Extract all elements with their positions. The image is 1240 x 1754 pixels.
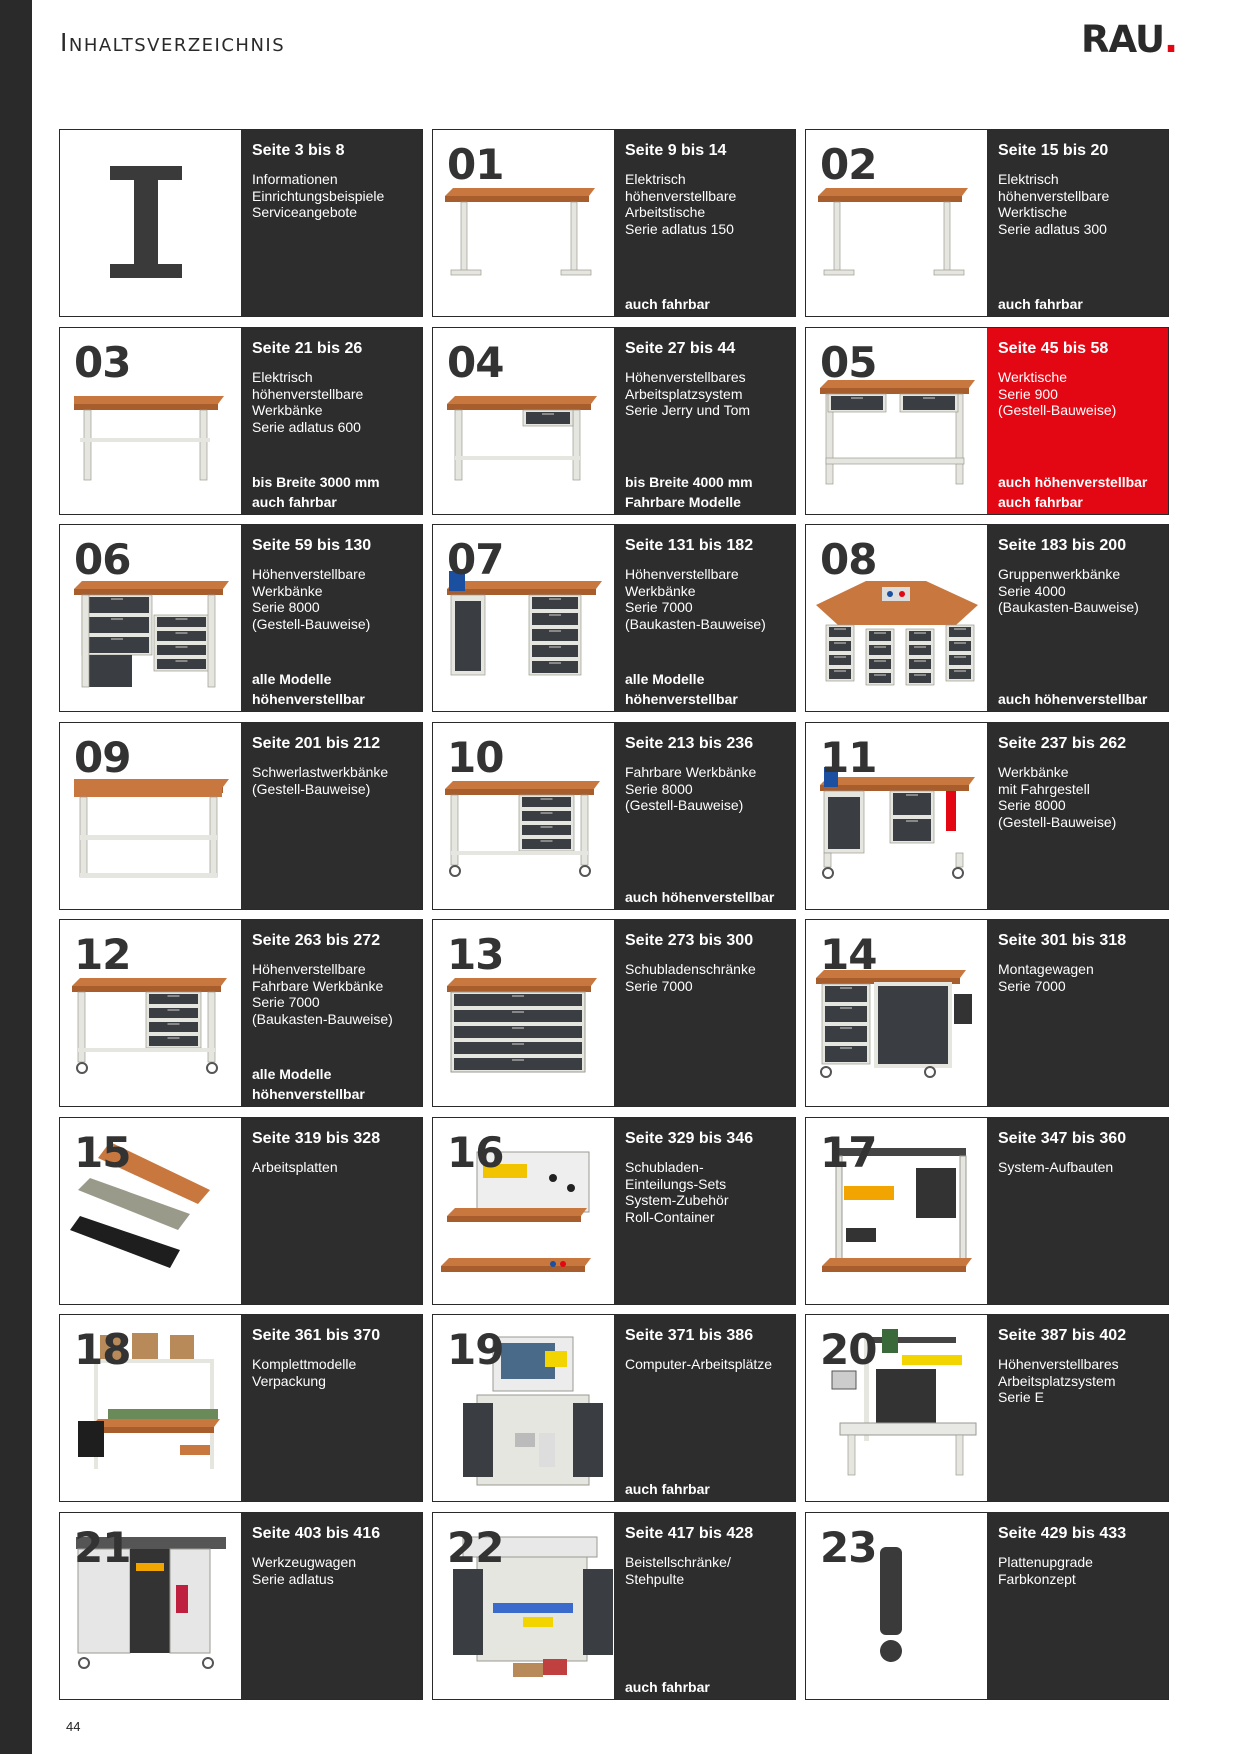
footnote-line: auch fahrbar [998,494,1083,510]
card-description [252,961,393,1027]
description-line: Werkbänke [625,582,696,599]
description-line: System-Aufbauten [998,1159,1114,1175]
card-image [433,1315,614,1501]
chapter-number: 11 [820,733,877,782]
card-image [806,130,987,316]
card-image [806,525,987,711]
description-line: Serie adlatus 300 [998,220,1107,237]
catalog-card-16[interactable] [432,1117,796,1305]
page-range: Seite 237 bis 262 [998,735,1127,752]
card-description [998,1554,1093,1587]
card-description [252,1356,356,1389]
chapter-number: 15 [74,1128,131,1177]
description-line: (Gestell-Bauweise) [625,797,744,813]
chapter-number: 20 [820,1325,877,1374]
card-image [433,328,614,514]
chapter-number: 18 [74,1325,131,1374]
page-range: Seite 183 bis 200 [998,537,1127,554]
card-description [625,1356,772,1373]
card-text-panel [987,1315,1168,1501]
description-line: Plattenupgrade [998,1554,1093,1570]
catalog-card-01[interactable] [432,129,796,317]
chapter-number: 07 [447,535,504,584]
description-line: Werktische [998,204,1067,220]
chapter-number: 10 [447,733,504,782]
card-text-panel [614,1315,795,1501]
sidebar-strip [0,0,32,1754]
chapter-number: 16 [447,1128,504,1177]
description-line: (Baukasten-Bauweise) [625,615,766,632]
description-line: Werkzeugwagen [252,1554,357,1570]
card-footnote [625,669,738,709]
card-text-panel [987,1118,1168,1304]
description-line: Schubladen- [625,1159,704,1175]
catalog-card-23[interactable] [805,1512,1169,1700]
page-range: Seite 301 bis 318 [998,932,1127,949]
description-line: Schwerlastwerkbänke [252,764,389,780]
card-image [806,723,987,909]
card-description [998,1356,1119,1406]
description-line: Arbeitsplatzsystem [998,1372,1116,1389]
page-range: Seite 361 bis 370 [252,1327,381,1344]
description-line: (Gestell-Bauweise) [252,780,371,797]
catalog-card-02[interactable] [805,129,1169,317]
description-line: Computer-Arbeitsplätze [625,1356,773,1372]
chapter-number: 23 [820,1523,877,1572]
card-image [60,1315,241,1501]
description-line: Serie 7000 [625,599,693,615]
chapter-number: 02 [820,140,877,189]
description-line: Arbeitstische [625,204,706,220]
footnote-line: alle Modelle [252,1066,332,1082]
logo-text: RAU [1081,18,1165,61]
catalog-card-20[interactable] [805,1314,1169,1502]
card-text-panel [987,1513,1168,1699]
footnote-line: Fahrbare Modelle [625,494,741,510]
card-footnote [625,294,710,314]
description-line: Serie 7000 [252,994,320,1010]
card-text-panel [614,328,795,514]
description-line: Elektrisch [625,171,686,187]
catalog-card-04[interactable] [432,327,796,515]
card-text-panel [614,1513,795,1699]
chapter-number: 06 [74,535,131,584]
catalog-card-08[interactable] [805,524,1169,712]
chapter-number: 05 [820,338,877,387]
card-text-panel [241,130,422,316]
card-text-panel [241,525,422,711]
card-description [625,961,756,994]
description-line: Farbkonzept [998,1570,1076,1587]
description-line: Fahrbare Werkbänke [625,764,757,780]
description-line: (Gestell-Bauweise) [998,813,1117,830]
footnote-line: auch fahrbar [998,296,1083,312]
catalog-card-17[interactable] [805,1117,1169,1305]
description-line: Höhenverstellbare [252,961,366,977]
page-range: Seite 371 bis 386 [625,1327,754,1344]
card-text-panel [614,920,795,1106]
card-footnote [625,1479,710,1499]
chapter-number: 08 [820,535,877,584]
card-image [806,1513,987,1699]
description-line: Informationen [252,171,338,187]
card-description [625,171,736,237]
card-image [60,525,241,711]
page-range: Seite 59 bis 130 [252,537,372,554]
description-line: Stehpulte [625,1570,685,1587]
description-line: Werkbänke [252,402,323,418]
footnote-line: höhenverstellbar [625,691,738,707]
footnote-line: höhenverstellbar [252,691,365,707]
description-line: Serie 8000 [252,599,320,615]
chapter-number: 01 [447,140,504,189]
description-line: Arbeitsplatzsystem [625,385,743,402]
card-footnote [998,689,1147,709]
page-range: Seite 15 bis 20 [998,142,1109,159]
description-line: Serie 8000 [998,797,1066,813]
description-line: höhenverstellbare [252,385,364,402]
page-range: Seite 201 bis 212 [252,735,381,752]
card-text-panel [614,130,795,316]
card-description [625,764,756,814]
page-range: Seite 21 bis 26 [252,340,363,357]
description-line: Höhenverstellbares [998,1356,1119,1372]
description-line: Werkbänke [998,764,1069,780]
card-image [60,1118,241,1304]
description-line: Komplettmodelle [252,1356,357,1372]
footnote-line: auch höhenverstellbar [998,691,1148,707]
page-range: Seite 213 bis 236 [625,735,754,752]
card-footnote [252,1064,365,1104]
card-footnote [252,669,365,709]
page-range: Seite 403 bis 416 [252,1525,381,1542]
description-line: (Baukasten-Bauweise) [252,1010,393,1027]
catalog-card-14[interactable] [805,919,1169,1107]
catalog-card-19[interactable] [432,1314,796,1502]
card-text-panel [987,525,1168,711]
chapter-number: 03 [74,338,131,387]
card-image [60,130,241,316]
description-line: Fahrbare Werkbänke [252,977,384,994]
catalog-card-18[interactable] [59,1314,423,1502]
chapter-number: 14 [820,930,877,979]
catalog-card-11[interactable] [805,722,1169,910]
description-line: Serie Jerry und Tom [625,402,751,418]
card-description [625,369,750,419]
logo-dot: . [1164,18,1178,61]
chapter-number: 19 [447,1325,504,1374]
catalog-card-I[interactable] [59,129,423,317]
catalog-card-09[interactable] [59,722,423,910]
chapter-number: 21 [74,1523,131,1572]
card-description [252,764,388,797]
page-range: Seite 417 bis 428 [625,1525,754,1542]
card-description [252,369,363,435]
card-text-panel [241,723,422,909]
page-range: Seite 131 bis 182 [625,537,754,554]
chapter-number: 22 [447,1523,504,1572]
footnote-line: auch fahrbar [625,1679,710,1695]
card-text-panel [987,920,1168,1106]
description-line: Serie E [998,1389,1044,1405]
card-image [60,920,241,1106]
page-range: Seite 329 bis 346 [625,1130,754,1147]
page-range: Seite 429 bis 433 [998,1525,1127,1542]
description-line: mit Fahrgestell [998,780,1090,797]
description-line: Verpackung [252,1372,326,1389]
description-line: Einrichtungsbeispiele [252,187,385,204]
catalog-card-10[interactable] [432,722,796,910]
catalog-card-03[interactable] [59,327,423,515]
description-line: Serie 8000 [625,780,693,797]
card-description [252,1159,338,1176]
card-footnote [252,472,380,512]
description-line: Serie 7000 [625,977,693,994]
description-line: System-Zubehör [625,1192,729,1208]
description-line: Serie adlatus 150 [625,220,734,237]
footnote-line: auch fahrbar [252,494,337,510]
card-description [252,1554,356,1587]
catalog-card-06[interactable] [59,524,423,712]
card-footnote [625,887,774,907]
card-description [998,1159,1113,1176]
catalog-card-12[interactable] [59,919,423,1107]
card-image [433,525,614,711]
description-line: Höhenverstellbare [625,566,739,582]
card-description [252,171,384,221]
card-description [998,171,1109,237]
page-range: Seite 9 bis 14 [625,142,727,159]
page-range: Seite 347 bis 360 [998,1130,1127,1147]
card-image [433,920,614,1106]
card-text-panel [241,1118,422,1304]
description-line: Höhenverstellbares [625,369,746,385]
description-line: Elektrisch [998,171,1059,187]
card-text-panel [614,1118,795,1304]
card-text-panel [987,328,1168,514]
page-range: Seite 3 bis 8 [252,142,345,159]
description-line: (Gestell-Bauweise) [998,402,1117,418]
page-range: Seite 263 bis 272 [252,932,381,949]
card-image [60,328,241,514]
card-description [998,764,1116,830]
card-image [806,328,987,514]
card-footnote [625,1677,710,1697]
page-range: Seite 387 bis 402 [998,1327,1127,1344]
footnote-line: bis Breite 3000 mm [252,474,380,490]
description-line: Elektrisch [252,369,313,385]
catalog-card-22[interactable] [432,1512,796,1700]
page-range: Seite 273 bis 300 [625,932,754,949]
description-line: Roll-Container [625,1208,715,1225]
card-text-panel [987,130,1168,316]
description-line: Höhenverstellbare [252,566,366,582]
card-image [433,723,614,909]
card-image [60,1513,241,1699]
card-text-panel [614,723,795,909]
card-image [806,1315,987,1501]
footnote-line: höhenverstellbar [252,1086,365,1102]
description-line: Schubladenschränke [625,961,756,977]
chapter-number: 12 [74,930,131,979]
card-footnote [625,472,753,512]
page-range: Seite 27 bis 44 [625,340,736,357]
description-line: Serie adlatus [252,1570,334,1587]
description-line: Serie 7000 [998,977,1066,994]
rau-logo [1081,18,1177,61]
footnote-line: auch höhenverstellbar [625,889,775,905]
card-description [625,1554,731,1587]
chapter-number: 13 [447,930,504,979]
page-range: Seite 319 bis 328 [252,1130,381,1147]
description-line: Montagewagen [998,961,1094,977]
card-description [625,1159,728,1225]
card-image [433,130,614,316]
description-line: Werkbänke [252,582,323,599]
card-image [806,920,987,1106]
description-line: (Baukasten-Bauweise) [998,599,1139,615]
card-text-panel [987,723,1168,909]
card-text-panel [241,920,422,1106]
card-footnote [998,294,1083,314]
card-image [806,1118,987,1304]
footnote-line: bis Breite 4000 mm [625,474,753,490]
description-line: Werktische [998,369,1067,385]
description-line: Serie adlatus 600 [252,418,361,435]
card-text-panel [614,525,795,711]
page-range: Seite 45 bis 58 [998,340,1109,357]
description-line: Arbeitsplatten [252,1159,338,1175]
chapter-number: 09 [74,733,131,782]
footnote-line: alle Modelle [252,671,332,687]
catalog-card-05[interactable] [805,327,1169,515]
catalog-card-07[interactable] [432,524,796,712]
card-description [998,369,1116,419]
card-text-panel [241,1513,422,1699]
card-text-panel [241,328,422,514]
card-image [433,1118,614,1304]
catalog-card-13[interactable] [432,919,796,1107]
card-image [433,1513,614,1699]
description-line: Beistellschränke/ [625,1554,731,1570]
catalog-card-21[interactable] [59,1512,423,1700]
footnote-line: auch höhenverstellbar [998,474,1148,490]
card-description [998,961,1094,994]
card-text-panel [241,1315,422,1501]
card-description [625,566,766,632]
description-line: (Gestell-Bauweise) [252,615,371,632]
description-line: Serviceangebote [252,204,358,220]
description-line: Serie 900 [998,385,1058,402]
card-description [998,566,1139,616]
chapter-number: 17 [820,1128,877,1177]
description-line: höhenverstellbare [625,187,737,204]
card-image [60,723,241,909]
card-footnote [998,472,1147,512]
page-number: 44 [66,1719,81,1734]
description-line: Einteilungs-Sets [625,1175,727,1192]
footnote-line: auch fahrbar [625,296,710,312]
chapter-number: 04 [447,338,504,387]
catalog-card-15[interactable] [59,1117,423,1305]
footnote-line: auch fahrbar [625,1481,710,1497]
description-line: höhenverstellbare [998,187,1110,204]
footnote-line: alle Modelle [625,671,705,687]
description-line: Serie 4000 [998,582,1066,599]
page-title: Inhaltsverzeichnis [60,28,286,57]
description-line: Gruppenwerkbänke [998,566,1121,582]
card-description [252,566,370,632]
